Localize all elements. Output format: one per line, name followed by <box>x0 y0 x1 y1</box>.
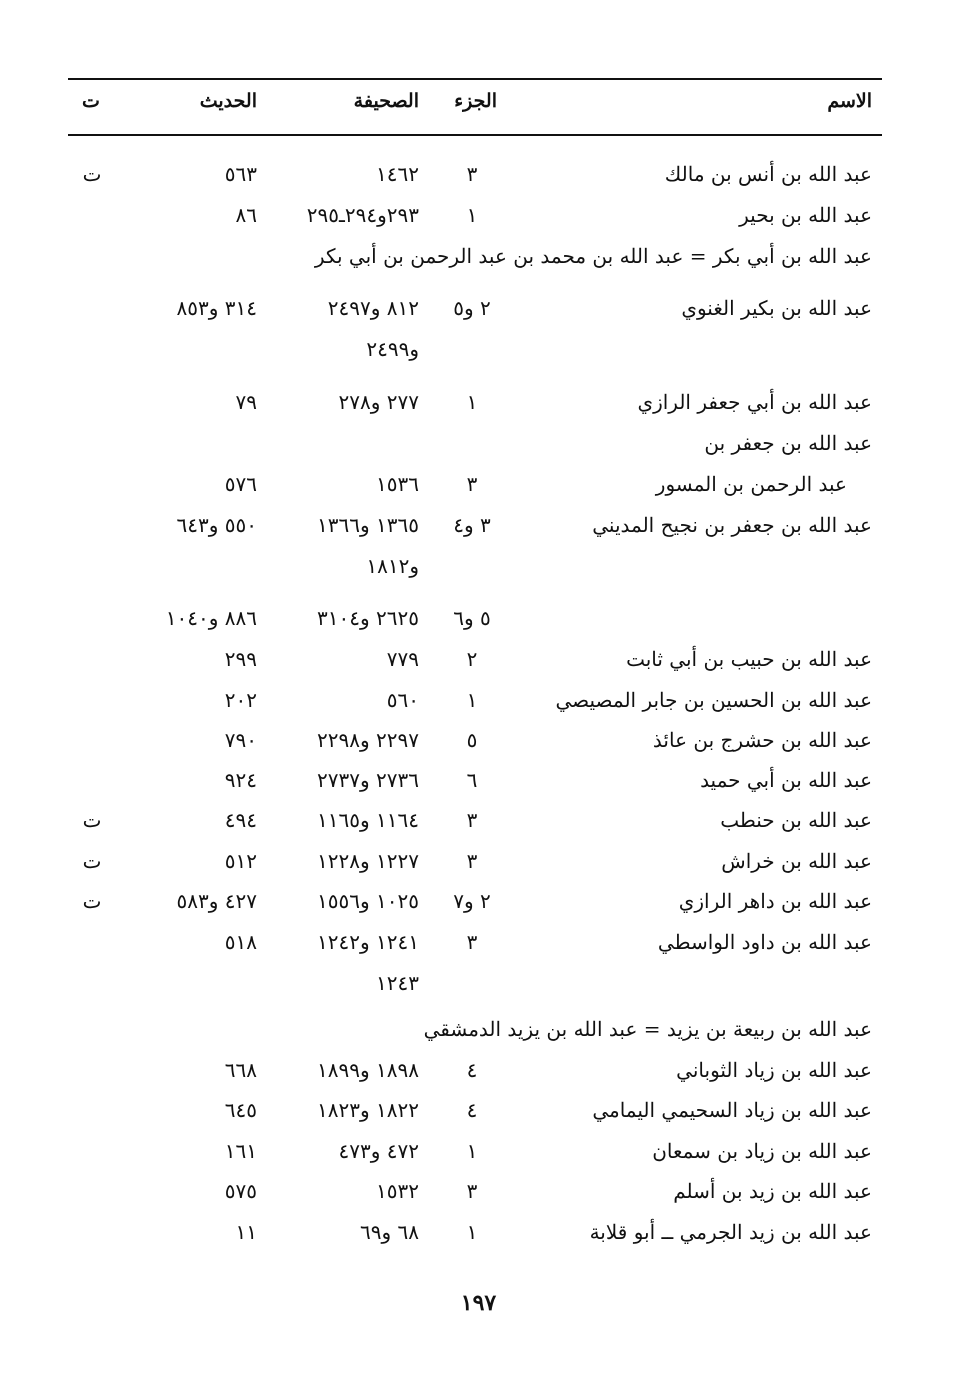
name-cell: عبد الله بن أبي حميد <box>700 768 872 792</box>
hadith-cell: ٥٦٣ <box>224 162 257 186</box>
juz-cell: ٣ و٤ <box>453 513 491 537</box>
hadith-cell: ١١ <box>235 1220 257 1244</box>
header-rule <box>68 134 882 136</box>
page-cell: ٥٦٠ <box>386 688 419 712</box>
hadith-cell: ٤٢٧ و٥٨٣ <box>176 889 257 913</box>
hadith-cell: ٢٩٩ <box>224 647 257 671</box>
page-cell: ١٠٢٥ و١٥٥٦ <box>317 889 419 913</box>
hadith-cell: ٧٩ <box>235 390 257 414</box>
table-row <box>0 1090 957 1130</box>
table-row <box>0 195 957 235</box>
table-row <box>0 382 957 422</box>
page-cell: ١٥٣٦ <box>376 472 419 496</box>
page-cell: ٦٨ و٦٩ <box>360 1220 419 1244</box>
table-row <box>0 505 957 545</box>
name-cell: عبد الله بن جعفر بن <box>704 431 872 455</box>
table-row <box>0 288 957 328</box>
name-cell: عبد الله بن داود الواسطي <box>657 930 872 954</box>
name-cell: عبد الله بن بحير <box>739 203 872 227</box>
juz-cell: ٣ <box>466 849 478 873</box>
table-row <box>0 1171 957 1211</box>
page-cell: ٢٧٣٦ و٢٧٣٧ <box>317 768 419 792</box>
juz-cell: ٤ <box>466 1058 478 1082</box>
name-cell: عبد الله بن أبي بكر = عبد الله بن محمد بن عبد الرحمن بن أبي بكر <box>314 244 872 268</box>
name-cell: عبد الله بن زياد بن سمعان <box>652 1139 872 1163</box>
juz-cell: ٣ <box>466 808 478 832</box>
table-row <box>0 598 957 638</box>
juz-cell: ٢ <box>466 647 478 671</box>
table-row <box>0 922 957 962</box>
page-cell: ١٢٢٧ و١٢٢٨ <box>317 849 419 873</box>
page-cell: ٢٩٣و٢٩٤ـ٢٩٥ <box>306 203 419 227</box>
hadith-cell: ٦٤٥ <box>224 1098 257 1122</box>
name-cell: عبد الله بن حنطب <box>720 808 872 832</box>
page-cell: ١٨٩٨ و١٨٩٩ <box>317 1058 419 1082</box>
hadith-cell: ٦٦٨ <box>224 1058 257 1082</box>
name-cell: عبد الله بن حشرج بن عائذ <box>652 728 872 752</box>
header-name: الاسم <box>827 90 872 112</box>
hadith-cell: ٥١٢ <box>224 849 257 873</box>
name-cell: عبد الله بن خراش <box>721 849 872 873</box>
table-row <box>0 236 957 276</box>
page-cell: ٨١٢ و٢٤٩٧ <box>327 296 419 320</box>
hadith-cell: ١٦١ <box>224 1139 257 1163</box>
page-cell: ٢٦٢٥ و٣١٠٤ <box>317 606 419 630</box>
juz-cell: ١ <box>466 1139 478 1163</box>
table-row <box>0 464 957 504</box>
juz-cell: ٤ <box>466 1098 478 1122</box>
page-cell: و٢٤٩٩ <box>366 337 419 361</box>
hadith-cell: ٧٩٠ <box>224 728 257 752</box>
header-page: الصحيفة <box>353 90 419 112</box>
page-cell: ٢٢٩٧ و٢٢٩٨ <box>317 728 419 752</box>
name-cell: عبد الله بن ربيعة بن يزيد = عبد الله بن يزيد الدمشقي <box>423 1017 872 1041</box>
name-cell: عبد الله بن داهر الرازي <box>678 889 872 913</box>
table-row <box>0 329 957 369</box>
juz-cell: ٣ <box>466 1179 478 1203</box>
hadith-cell: ٢٠٢ <box>224 688 257 712</box>
table-row <box>0 1050 957 1090</box>
page-cell: ١٤٦٢ <box>376 162 419 186</box>
table-row <box>0 760 957 800</box>
page-cell: ١١٦٤ و١١٦٥ <box>317 808 419 832</box>
hadith-cell: ٨٦ <box>235 203 257 227</box>
page-cell: ١٢٤١ و١٢٤٢ <box>317 930 419 954</box>
header-t: ت <box>82 90 100 112</box>
table-row <box>0 800 957 840</box>
name-cell: عبد الله بن جعفر بن نجيح المديني <box>592 513 872 537</box>
hadith-cell: ٤٩٤ <box>224 808 257 832</box>
table-row <box>0 841 957 881</box>
hadith-cell: ٩٢٤ <box>224 768 257 792</box>
juz-cell: ٦ <box>466 768 478 792</box>
page-cell: ١٣٦٥ و١٣٦٦ <box>317 513 419 537</box>
juz-cell: ٣ <box>466 930 478 954</box>
juz-cell: ١ <box>466 1220 478 1244</box>
name-cell: عبد الرحمن بن المسور <box>655 472 847 496</box>
juz-cell: ٥ <box>466 728 478 752</box>
table-row <box>0 963 957 1003</box>
table-row <box>0 720 957 760</box>
juz-cell: ١ <box>466 688 478 712</box>
hadith-cell: ٥٧٥ <box>224 1179 257 1203</box>
name-cell: عبد الله بن بكير الغنوي <box>681 296 872 320</box>
t-mark: ت <box>82 808 102 832</box>
name-cell: عبد الله بن الحسين بن جابر المصيصي <box>555 688 872 712</box>
table-row <box>0 1131 957 1171</box>
juz-cell: ٣ <box>466 472 478 496</box>
page-cell: و١٨١٢ <box>366 554 419 578</box>
table-row <box>0 423 957 463</box>
top-rule <box>68 78 882 80</box>
juz-cell: ٣ <box>466 162 478 186</box>
juz-cell: ١ <box>466 203 478 227</box>
name-cell: عبد الله بن زيد بن أسلم <box>673 1179 872 1203</box>
table-row <box>0 154 957 194</box>
juz-cell: ٥ و٦ <box>453 606 491 630</box>
table-row <box>0 639 957 679</box>
name-cell: عبد الله بن أنس بن مالك <box>664 162 872 186</box>
juz-cell: ٢ و٧ <box>453 889 491 913</box>
table-row <box>0 881 957 921</box>
juz-cell: ١ <box>466 390 478 414</box>
hadith-cell: ٥٥٠ و٦٤٣ <box>176 513 257 537</box>
hadith-cell: ٣١٤ و٨٥٣ <box>176 296 257 320</box>
table-row <box>0 680 957 720</box>
table-row <box>0 1009 957 1049</box>
table-row <box>0 546 957 586</box>
page-cell: ١٥٣٢ <box>376 1179 419 1203</box>
page-cell: ٧٧٩ <box>386 647 419 671</box>
name-cell: عبد الله بن زيد الجرمي ــ أبو قلابة <box>589 1220 872 1244</box>
header-hadith: الحديث <box>199 90 257 112</box>
table-row <box>0 1212 957 1252</box>
name-cell: عبد الله بن حبيب بن أبي ثابت <box>626 647 872 671</box>
page-cell: ١٨٢٢ و١٨٢٣ <box>317 1098 419 1122</box>
page-number: ١٩٧ <box>460 1290 497 1316</box>
hadith-cell: ٨٨٦ و١٠٤٠ <box>165 606 257 630</box>
t-mark: ت <box>82 889 102 913</box>
hadith-cell: ٥١٨ <box>224 930 257 954</box>
page-cell: ٤٧٢ و٤٧٣ <box>338 1139 419 1163</box>
hadith-cell: ٥٧٦ <box>224 472 257 496</box>
name-cell: عبد الله بن زياد السحيمي اليمامي <box>592 1098 872 1122</box>
page-cell: ٢٧٧ و٢٧٨ <box>338 390 419 414</box>
header-juz: الجزء <box>454 90 497 112</box>
juz-cell: ٢ و٥ <box>453 296 491 320</box>
page-cell: ١٢٤٣ <box>376 971 419 995</box>
name-cell: عبد الله بن أبي جعفر الرازي <box>637 390 872 414</box>
t-mark: ت <box>82 162 102 186</box>
name-cell: عبد الله بن زياد الثوباني <box>676 1058 872 1082</box>
t-mark: ت <box>82 849 102 873</box>
